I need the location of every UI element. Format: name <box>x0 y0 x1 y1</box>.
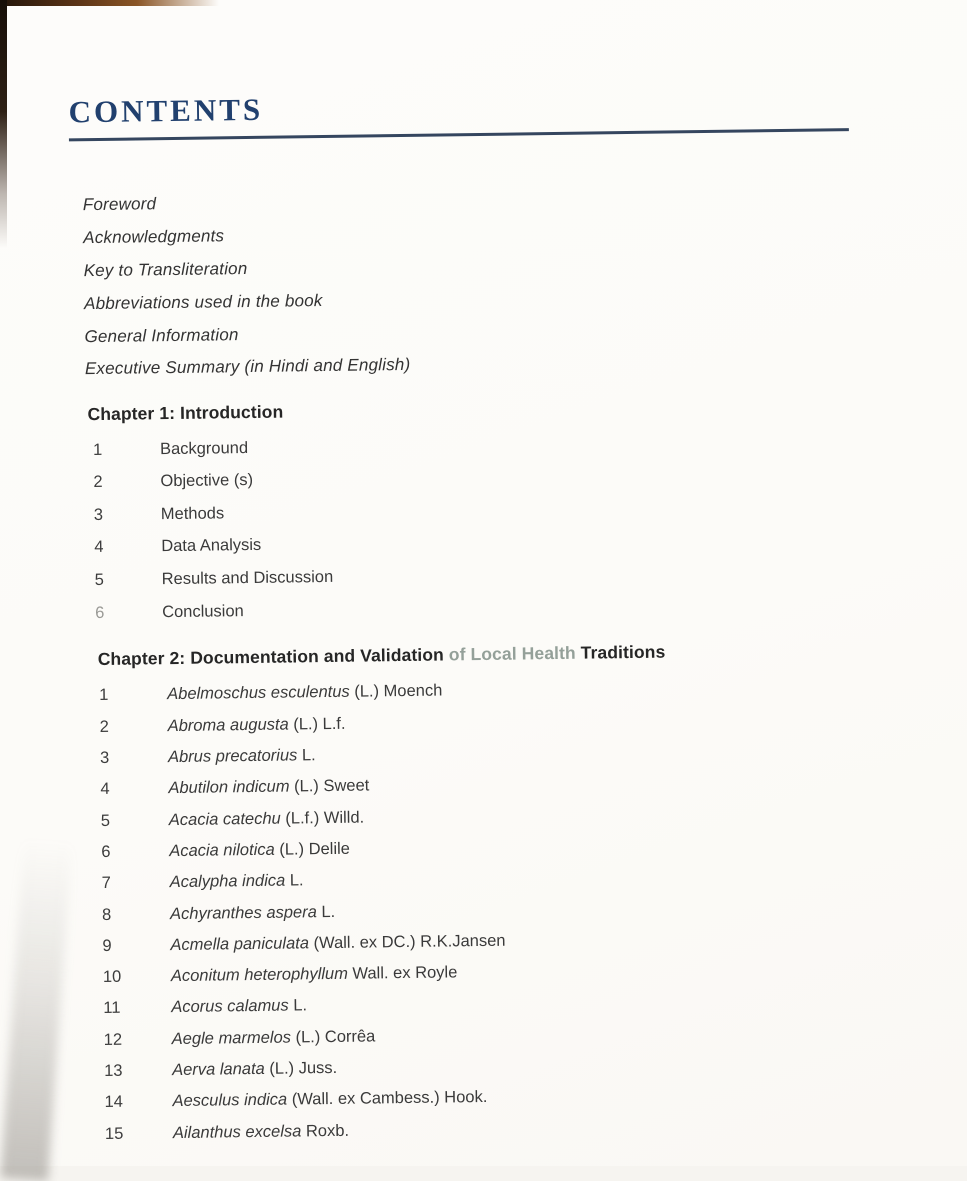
chapter2-heading-faded-print: of Local Health <box>448 643 581 665</box>
entry-number: 9 <box>102 936 112 955</box>
entry-number: 4 <box>94 538 104 557</box>
species-name: Acmella paniculata <box>170 934 310 954</box>
entry-label: Data Analysis <box>161 536 262 556</box>
entry-label: Results and Discussion <box>161 567 334 589</box>
entry-number: 2 <box>93 473 103 492</box>
chapter2-list <box>1 669 967 1151</box>
species-name: Abelmoschus esculentus <box>167 683 350 704</box>
author-abbreviation: Roxb. <box>301 1121 350 1141</box>
entry-number: 11 <box>103 999 121 1018</box>
species-name: Aesculus indica <box>172 1090 288 1111</box>
chapter1-list <box>0 422 967 630</box>
species-name: Acorus calamus <box>171 996 289 1017</box>
entry-number: 1 <box>92 440 103 459</box>
species-name: Aerva lanata <box>172 1059 265 1080</box>
author-abbreviation: (Wall. ex DC.) R.K.Jansen <box>308 931 506 953</box>
front-matter-item: Foreword <box>82 194 157 215</box>
author-abbreviation: (L.) Corrêa <box>290 1027 376 1047</box>
chapter2-heading-main: Chapter 2: Documentation and Validation <box>97 644 449 670</box>
entry-number: 14 <box>104 1093 124 1112</box>
species-name: Acacia nilotica <box>169 840 275 861</box>
chapter1-heading: Chapter 1: Introduction <box>87 401 284 424</box>
entry-number: 10 <box>102 967 122 987</box>
entry-number: 2 <box>99 717 109 736</box>
author-abbreviation: (L.) L.f. <box>288 714 346 734</box>
entry-number: 13 <box>104 1061 123 1081</box>
entry-number: 3 <box>99 748 110 768</box>
entry-label: Conclusion <box>162 601 244 621</box>
front-matter-list <box>83 178 965 386</box>
entry-number: 5 <box>100 811 111 830</box>
entry-number: 6 <box>101 842 111 861</box>
entry-number: 1 <box>99 686 109 705</box>
species-name: Achyranthes aspera <box>169 902 317 923</box>
species-name: Abroma augusta <box>167 715 289 735</box>
author-abbreviation: Wall. ex Royle <box>347 963 458 983</box>
entry-number: 12 <box>103 1030 123 1049</box>
author-abbreviation: L. <box>316 902 336 921</box>
chapter2-heading <box>98 636 967 671</box>
entry-label: Methods <box>160 504 225 523</box>
front-matter-item: Key to Transliteration <box>83 259 248 281</box>
author-abbreviation: (L.) Sweet <box>289 776 370 796</box>
page-title: CONTENTS <box>68 91 264 130</box>
entry-number: 5 <box>94 570 105 589</box>
front-matter-item: Acknowledgments <box>83 226 225 248</box>
species-name: Aconitum heterophyllum <box>170 964 349 986</box>
entry-label: Background <box>159 438 249 458</box>
species-name: Abrus precatorius <box>167 746 298 767</box>
entry-number: 8 <box>101 905 112 924</box>
species-name: Acalypha indica <box>169 871 286 892</box>
author-abbreviation: (Wall. ex Cambess.) Hook. <box>287 1088 488 1109</box>
entry-label: Objective (s) <box>160 471 254 491</box>
author-abbreviation: L. <box>285 871 304 890</box>
species-name: Ailanthus excelsa <box>172 1122 302 1142</box>
chapter2-heading-tail: Traditions <box>580 641 666 664</box>
author-abbreviation: (L.f.) Willd. <box>280 808 365 828</box>
author-abbreviation: L. <box>297 746 316 765</box>
author-abbreviation: L. <box>288 996 308 1015</box>
species-name: Acacia catechu <box>168 809 281 829</box>
author-abbreviation: (L.) Moench <box>349 681 443 702</box>
entry-number: 7 <box>101 874 111 893</box>
author-abbreviation: (L.) Delile <box>274 839 351 859</box>
entry-number: 3 <box>93 505 104 524</box>
title-block <box>68 85 849 141</box>
entry-number: 4 <box>100 780 110 799</box>
author-abbreviation: (L.) Juss. <box>264 1058 338 1078</box>
front-matter-item: General Information <box>84 324 239 346</box>
entry-number: 15 <box>104 1124 124 1143</box>
species-name: Aegle marmelos <box>171 1028 292 1048</box>
entry-number: 6 <box>95 603 105 622</box>
species-name: Abutilon indicum <box>168 777 290 798</box>
front-matter-item: Executive Summary (in Hindi and English) <box>84 355 411 379</box>
front-matter-item: Abbreviations used in the book <box>83 290 323 313</box>
